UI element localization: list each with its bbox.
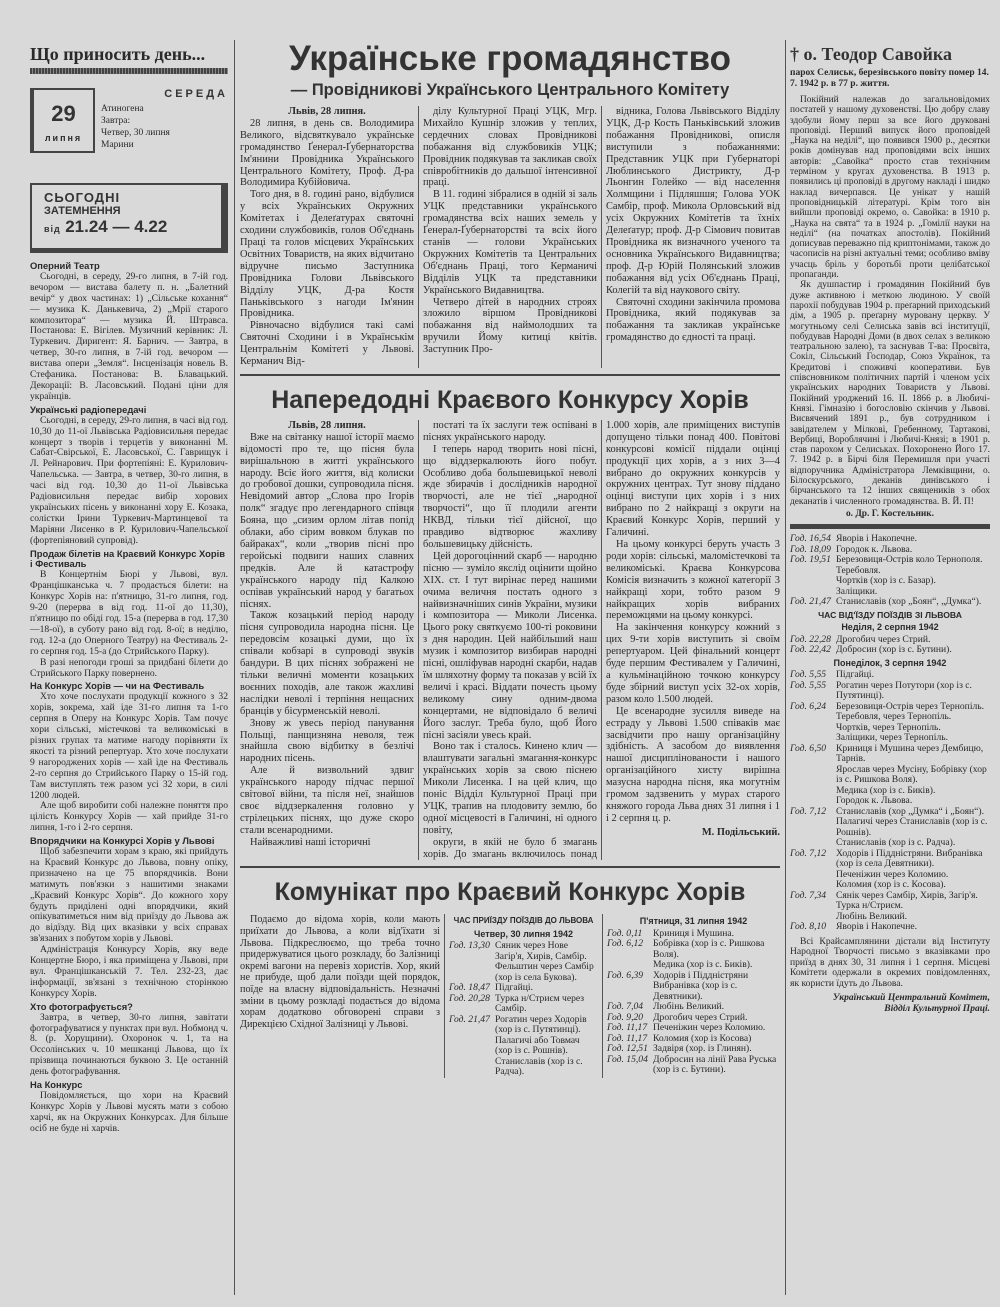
committee-signature: Український Центральний Комітет, [832,992,990,1003]
paragraph: округи, в якій не було б змагань хорів. До змагань включилось понад 1.000 хорів, але приміщених виступів допущено тільки понад 400. Повітові конкурсові комісії піддали оцінці продукції цих хорів, а з них 3—4 вибрано до окружних конкурсів у окружних центрах. Тут знову піддано оцінці виступи цих хорів і з них вибрано по 2 найкращі з округи на Краєвий Конкурс Хорів, перший у Галичині. [423,419,780,860]
paragraph: На цьому конкурсі беруть участь 3 роди хорів: сільські, маломістечкові та великоміські. Краєва Конкурсова Комісія визначить з кожної категорії 3 найкращі хори, тобто разом 9 найкращих хорів вибраних переможцями на цьому конкурсі. [606,539,780,622]
article2-body [240,420,780,861]
paragraph: Але щоб виробити собі належне поняття про цілість Конкурсу Хорів — хай прийде 31-го липня, 1-го і 2-го серпня. [30,800,228,834]
paragraph: Як душпастир і громадянин Покійний був дуже активною і меткою людиною. У своїй парохії побудував 1904 р. преґарний приходський дім, а 1905 р. преґарну муровану церкву. У могутньому селі Селиська завів всі інституції, побудував Народні Доми (в двох селах з великою театральною залею), та заснував Т-ва: Просвіта, Сокіл, Сільський Господар, Союз Українок, та Кредитові і споживчі кооперативи. Був співсновником політичних партій і членом усіх українських народних Товариств у Львові. Покійний уроджений 16. II. 1866 р. в Любичі-Князі. Гімназію і богословію скінчив у Львові. Висвячений 1891 р., був сотрудником і завідателем у Мілкові, Гребенному, Тартакові, Вербиці, Вороблячині і Любичі-Князі; в 1901 р. став парохом у Селиськах. Похоронено Його 17. 7. 1942 р. в Бірчі біля Перемишля при участі відпоручника Адміністратора Лемківщини, о. Білоскурського, деканів динівського і бірчанського та 12 інших священиків з обох деканатів і численного громадянства. В. Й. П! [790,280,990,507]
paragraph: Цей дорогоцінний скарб — народню пісню — зуміло якслід оцінити щойно XIX. ст. І тут вирінає перед нашими очима величня постать одного з найвизначніших синів України, музики і композитора — Миколи Лисенка. Цього року святкуємо 100-ті роковини з дня народин. Цей найбільший наш музик і композитор визбирав народні пісні, ошліфував народні скарби, надав їм шляхотну форму та показав у всій їх величі і красі. Віддати почесть цьому великому сину одним-двома концертами, не відповідало б величі Його заслуг. Треба було, щоб Його пісні засіяли увесь край. [423,550,597,741]
blackout-line2: ЗАТЕМНЕННЯ [44,205,121,217]
column-rule [785,40,786,1295]
destination: Любінь Великий. [836,910,908,922]
right-column [790,42,990,1015]
schedule-row [790,744,990,765]
departure-time [790,786,836,797]
destination: Чортків, через Тернопіль. [836,721,941,733]
blackout-time: 21.24 — 4.22 [65,217,168,236]
article1-subtitle: — Провідникові Українського Центрального Комітету [290,81,730,99]
paragraph: Завтра, в четвер, 30-го липня, завітати фотографуватися у пунктах при вул. Нобмонд ч. 8. (р. Хорущини). Охоронок ч. 1, та на Оссолінських ч. 10 мешканці Львова, що їх прізвища починаються буквою З. Це останній день фотографування. [30,1011,228,1078]
departure-time [790,765,836,786]
schedule-row [449,1015,598,1036]
destination: Підгайці. [495,982,534,994]
section-heading: Продаж білетів на Краєвий Конкурс Хорів і Фестиваль [30,547,225,570]
paragraph: Найважливі наші історичні [250,836,371,848]
friday-label: П'ятниця, 31 липня 1942 [639,916,748,927]
destination: Фельштин через Самбір (хор із села Букова). [495,961,594,983]
paragraph: Подаємо до відома хорів, коли мають приїхати до Львова, а коли від'їхати зі Львова. Підкреслюємо, що треба точно придержуватися цього розкладу, бо Залізниці окремі вагони на перевіз хористів. Хор, який не прибуде, щоб дали поїзди щей порядок, поїде на власну відповідальність. Незначні зміни в цьому розкладі подається до відома хорам додатково обговорені справи з Дирекцією Східної Залізниці у Львові. [240,914,440,1030]
section-heading: Впорядчики на Конкурсі Хорів у Львові [30,835,215,847]
schedule-row [790,681,990,702]
destination: Рогатин через Потутори (хор із с. Путятинці). [836,679,972,702]
departure-time [790,870,836,881]
day-number: 29 [51,101,76,126]
departure-time: Год. 7,34 [790,889,827,901]
schedule-row [449,1036,598,1057]
destination: Станиславів (хор „Боян“, „Думка“). [836,596,982,608]
departure-time: Год. 15,04 [607,1053,648,1065]
article3-title: Комунікат про Краєвий Конкурс Хорів [274,878,746,907]
weekday: СЕРЕДА [164,88,228,100]
departure-time: Год. 16,54 [790,533,831,545]
departure-time [449,1036,495,1057]
destination: Криниця і Мушина. [653,927,735,939]
destination: Городок к. Львова. [836,795,913,807]
schedule-row [449,994,598,1015]
destination: Заліщики. [836,585,878,597]
destination: Дрогобич через Стрий. [836,633,931,645]
departure-time [790,723,836,734]
departure-time: Год. 6,12 [607,938,644,950]
paragraph: Але й визвольний здвиг українського народу підчас першої світової війни, та після неї, знайшов своє віддзеркалення головно у стрілецьких піснях, що дуже скоро стали всенародними. [240,765,414,836]
destination: Станиславів (хор „Думка“ і „Боян“). [836,805,984,817]
destination: Станиславів (хор із с. Радча). [836,837,956,849]
destination: Коломия (хор із Косова) [653,1032,752,1044]
paragraph: відника, Голова Львівського Відділу УЦК, Д-р Кость Паньківський зложив побажання Провідникові, описля виступили з побажаннями: Представник УЦК при Губернаторі Люблинського Дистрикту, Д-р Льонгин Голейко — від населення Холмщини і Підляшшя; Голова УОК Самбір, проф. Микола Орловський від усіх Окружних Комітетів та їхніх Делеґатур; проф. Д-р Сімович повитав Провідника як визначного ученого та основника Українського Видавництва; проф. Д-р Юрій Полянський зложив побажання від усіх Об'єднань Праці, Колегій та від наукового світу. [606,106,780,296]
schedule-row [790,765,990,786]
paragraph: ділу Культурної Праці УЦК, Мгр. Михайло Кушнір зложив у теплих, сердечних словах Провідникові побажання від службовиків УЦК; Провідник подякував та закликав своїх співробітників до дальшої інтенсивної праці. [423,106,597,189]
article1-title: Українське громадянство [288,39,732,78]
schedule-continued [790,534,990,933]
destination: Дрогобич через Стрий. [653,1011,748,1023]
paragraph: Рівночасно відбулися такі самі Святочні Сходини і в Українськім Центральнім Комітеті у Львові. Керманич Від- [240,320,414,368]
paragraph: На закінчення конкурсу кожний з цих 9-ти хорів виступить зі своїм репертуаром. Цей фінальний концерт буде першим Фестивалем у Галичині, а кульмінаційною точкою конкурсу буде збірний виступ усіх 32-ох хорів, разом коло 1.500 людей. [606,622,780,705]
departure-time [790,576,836,587]
departure-time: Год. 21,47 [790,596,831,608]
departure-time: Год. 11,17 [607,1032,648,1044]
article3-text [240,914,444,1078]
arrival-heading: ЧАС ПРИЇЗДУ ПОЇЗДІВ ДО ЛЬВОВА [453,916,594,926]
destination: Городок к. Львова. [836,543,913,555]
destination: Добросин на лінії Рава Руська (хор із с. Бутини). [653,1053,777,1076]
paragraph: В 11. годині зібралися в одній зі заль УЦК представники українського громадянства всіх наших земель у Ґенерал-Ґубернаторстві та всіх його станів — голови Українських Окружних Комітетів та Центральних Об'єднань Праці, того Керманичі Відділів УЦК та представники Українського Видавництва. [423,189,597,296]
divider [240,374,780,376]
destination: Криниця і Мушина через Дембицю, Тарнів. [836,742,984,765]
departure-time: Год. 5,55 [790,679,827,691]
departure-time: Год. 8,10 [790,921,827,933]
departure-time: Год. 6,50 [790,742,827,754]
destination: Сяник через Нове Загір'я, Хирів, Самбір. [495,940,587,962]
destination: Рогатин через Ходорів (хор із с. Путятинці). [495,1013,587,1036]
destination: Теребовля, через Тернопіль. [836,711,952,723]
departure-time [449,962,495,983]
destination: Турка н/Стриєм. [836,900,904,912]
paragraph: Воно так і сталось. Кинено клич — влаштувати загальні змагання-конкурс українських хорів за свою піснею Миколи Лисенка. І на цей клич, що поніс Відділ Культурної Праці при УЦК, трапив на плодовиту землю, бо одної місцевості в Галичині, ні одного повіту, [423,741,597,836]
destination: Любінь Великий. [653,1001,725,1013]
departure-time: Год. 12,51 [607,1043,648,1055]
section-heading: Оперний Театр [30,260,100,271]
destination: Підгайці. [836,669,875,681]
destination: Добросин (хор із с. Бутини). [836,644,952,656]
blackout-box [30,183,228,253]
divider [790,524,990,529]
blackout-from: від [44,224,61,234]
destination: Ярослав через Мусіну, Бобрівку (хор із с. Ришкова Воля). [836,763,987,786]
schedule-row [449,962,598,983]
paragraph: постаті та їх заслуги теж оспівані в піснях українського народу. [423,419,597,443]
department-signature: Відділ Культурної Праці. [884,1003,990,1014]
sidebar-news [30,261,228,1135]
note-text: Всі Крайсамплянини дістали від Інституту Народної Творчості письмо з вказівками про приїзд в днях 30, 31 липня і 1 серпня. Місцеві Комітети одержали в окремих повідомленнях, як користи їдуть до Львова. [790,935,990,990]
arrival-schedule-thursday [444,914,602,1078]
paragraph: Вже на світанку нашої історії маємо відомості про те, що пісня була вирішальною в житті українського народу. Всіє його життя, від колиски до гробової дошки, супроводила пісня. Невідомий автор „Слова про Ігорів полк“ згадує про легендарного співця Бояна, що „сизим орлом літав попід облаки, або сірим вовком блукав по байраках“, коли „творив пісні про геройські подвиги наших славних предків. Але й катастрофу українського народу під Калкою оспівав український народ у багатьох піснях. [240,431,414,610]
departure-time [790,817,836,838]
tomorrow-label: Завтра: [101,116,131,126]
destination: Яворів і Накопечне. [836,533,918,545]
date-box [30,88,95,153]
divider [240,866,780,868]
sunday-label: Неділя, 2 серпня 1942 [841,622,939,633]
paragraph: Щоб забезпечити хорам з краю, які прийдуть на Краєвий Конкурс до Львова, повну опіку, призначено на це 75 впорядчиків. Вони матимуть пов'язки з нашитими знаками „Краєвий Конкурс Хорів“. До кожного хору будуть приділені одні впорядчики, який опікуватиметься ним від приїзду до Львова аж до відїзду. Від цих вказівки у всіх справах зв'язаних з побутом хорів у Львові. [30,846,228,945]
obituary-title: † о. Теодор Савойка [790,44,952,64]
departure-time: Год. 6,39 [607,969,644,981]
destination: Чортків (хор із с. Базар). [836,575,936,587]
paragraph: Хто хоче послухати продукції кожного з 32 хорів, зокрема, хай іде 31-го липня та 1-го серпня в Оперу на Конкурс Хорів. Там почує хори сільські, містечкові та великоміські в різних групах та матиме нагоду порівняти їх якості та різний репертуар. Хто хоче послухати 9 нагороджених хорів — хай іде на Фестиваль 2-го серпня до Стрийського Парку о 15-ій год. Там виступлять теж разом усі 32 хори, в силі 1200 людей. [30,691,228,801]
destination: Медика (хор із с. Биків). [836,784,936,796]
main-column [240,38,780,1078]
section-heading: На Конкурс [30,1079,83,1091]
departure-time: Год. 6,24 [790,700,827,712]
paragraph: Сьогодні, в середу, 29-го липня, в 7-ій год. вечором — вистава балету п. н. „Балетний вечір“ у двох частинах: 1) „Сільське кохання“ — музика К. Данькевича, 2) „Мрії старого композитора“ — музика Й. Штравса. Постанова: Е. Вігілев. Музичний керівник: Л. Туркевич. Диригент: Я. Барнич. — Завтра, в четвер, 30-го липня, в 7-ій год. вечором — вистава опери „Земля“. Інсценізація новель В. Стефаника. Постанова: В. Блавацький. Декорації: В. Ласовський. Подані ціни для українців. [30,270,228,402]
departure-time [790,901,836,912]
paragraph: В Концертнім Бюрі у Львові, вул. Францішканська ч. 7 продається білети: на Конкурс Хорів на: п'ятницю, 31-го липня, год. 9-20 (перерва в від год. 11-ої до 11,30), п'ятницю по обіді год. 15-а (перерва в год. 17,30—18-ої), в суботу рано від год. 8-ої; в неділю, год. 12-а (до Оперного Театру) на Фестиваль 2-го серпня год. 15-а (до Стрийського Парку). [30,569,228,657]
destination: Медика (хор із с. Биків). [653,959,753,971]
section-heading: Хто фотографується? [30,1000,133,1012]
departure-time: Год. 20,28 [449,992,490,1004]
departure-time [449,1057,495,1078]
departure-time: Год. 13,30 [449,940,490,952]
departure-time: Год. 18,47 [449,982,490,994]
schedule-row [790,645,990,656]
departure-time: Год. 22,28 [790,633,831,645]
destination: Березовиця-Острів через Тернопіль. [836,700,985,712]
destination: Ходорів і Піддністряни Вибранівка (хор із с. Девятники). [653,969,749,1002]
departure-time [790,712,836,723]
schedule-row [449,941,598,962]
destination: Палагичі через Станиславів (хор із с. Рошнів). [836,816,988,838]
departure-time: Год. 0,11 [607,927,643,939]
destination: Ходорів і Піддністряни. Вибранівка (хор із села Девятники). [836,847,983,870]
schedule-row [607,1055,780,1076]
schedule-row [449,1057,598,1078]
sidebar-title: Що приносить день... [30,44,206,64]
paragraph: Це всенародне зусилля виведе на естраду у Львові 1.500 співаків має засвідчити про нашу організаційну здібність. А засобом до виявлення нашої дисциплінованости і нашого організаційного хисту вирішна мазусна народна пісня, яка могутнім громом задзвенить у мурах старого княжого города Льва днях 31 липня і 1 і 2 серпня ц. р. [606,705,780,824]
schedule-row [790,817,990,838]
tomorrow-saint: Марини [101,140,134,150]
thursday-label: Четвер, 30 липня 1942 [474,928,573,939]
destination: Заліщики, через Тернопіль. [836,732,949,744]
schedule-row [790,849,990,870]
article1-body [240,106,780,368]
departure-time: Год. 21,47 [449,1013,490,1025]
departure-time: Год. 7,12 [790,847,827,859]
month: липня [44,133,83,143]
departure-time: Год. 9,20 [607,1011,644,1023]
departure-time: Год. 5,55 [790,669,827,681]
paragraph: Також козацький період народу пісня супроводила народна пісня. Це передовсім козацькі думи, що їх співали кобзарі в супроводі звуків бандури. В цих піснях зображені не тільки величні моменти козацьких воєнних походів, але також жахливі наслідки неволі і терпіння нещасних бранців у бісурменській неволі. [240,610,414,717]
obituary-signature: о. Др. Г. Костельник. [845,508,935,519]
saint: Атиногена [101,104,144,114]
blackout-line1: СЬОГОДНІ [44,190,121,205]
signature: М. Подільський. [701,826,780,838]
destination: Задвіря (хор. із Глинян). [653,1043,752,1055]
paragraph: Повідомляється, що хори на Краєвий Конкурс Хорів у Львові мусять мати з собою харчі, як на Окружних Конкурсах. Для більше осіб не буде ні харчів. [30,1089,228,1134]
schedule-row [607,939,780,960]
schedule-row [790,922,990,933]
destination: Станиславів (хор із с. Радча). [495,1055,583,1078]
obituary-text [790,95,990,519]
paragraph: І теперь народ творить нові пісні, що віддзеркалюють його побут. Особливо доба большевицької неволі жде збирачів і дослідників народної творчості, але не тієї „народної творчості“, що її плодили агенти НКВД, тільки тієї дійсної, що правдиво відтворює жахливу большевицьку дійсність. [423,443,597,550]
destination: Коломия (хор із с. Косова). [836,879,946,891]
destination: Палагичі або Товмач (хор із с. Рошнів). [495,1034,580,1057]
schedule-row [607,971,780,1003]
departure-time: Год. 18,09 [790,543,831,555]
section-heading: На Конкурс Хорів — чи на Фестиваль [30,680,205,692]
destination: Турка н/Стриєм через Самбір. [495,992,585,1015]
departure-time: Год. 7,12 [790,805,827,817]
departure-heading: ЧАС ВІД'ЇЗДУ ПОЇЗДІВ ЗІ ЛЬВОВА [818,609,962,620]
obituary-subtitle: парох Селиськ, березівського повіту помер 14. 7. 1942 р. в 77 р. життя. [790,68,989,89]
arrival-schedule-friday [602,914,780,1078]
departure-time: Год. 11,17 [607,1022,648,1034]
departure-time: Год. 22,42 [790,644,831,656]
paragraph: В разі непогоди гроші за придбані білети до Стрийського Парку повернено. [30,656,228,679]
dateline: Львів, 28 липня. [288,419,366,431]
destination: Теребовля. [836,564,881,576]
destination: Печеніжин через Коломию. [653,1022,766,1034]
tomorrow-date: Четвер, 30 липня [101,128,170,138]
destination: Печеніжин через Коломию. [836,868,949,880]
dateline: Львів, 28 липня. [288,106,366,117]
divider [30,68,228,74]
sidebar [30,44,228,1135]
departure-time: Год. 7,04 [607,1001,644,1013]
paragraph: Четверо дітей в народних строях зложило віршом Провідникові побажання від наймолодших та вручили Йому китиці квітів. Заступник Про- [423,296,597,356]
schedule-note [790,937,990,990]
paragraph: Адміністрація Конкурсу Хорів, яку веде Концертне Бюро, і яка приміщена у Львові, при вул. Францішканській 7. Тел. 232-23, дає інформації, зв'язані з технічною сторінкою Конкурсу Хорів. [30,944,228,999]
destination: Яворів і Накопечне. [836,921,918,933]
article2-title: Напередодні Краєвого Конкурсу Хорів [271,385,749,414]
paragraph: Покійний належав до загальновідомих постатей у нашому духовенстві. Цю добру славу здобули йому перш за все його друковані проповіді. Перший випуск його проповідей „Наука на неділі“, що появився 1900 р., десятки років домінував над проповідями всіх інших авторів: „Савойка“ просто став технічним терміном у кругах духовенства. В 1913 р. появились ці проповіді в другому накладі і шидко наклад вичерпався. Це унікат у нашій проповідницькій літературі. Крім того він вийшли проповіді окремо, о. Савойка: в 1910 р. „Наука на свята“ та в 1924 р. „Гомілії науки на неділі“ (на початках апостолів). Покійний дописував переважно під криптонімами, також до часописів на різні актуальні теми; особливо вміву учасць бріль у боротьбі проти целібатської пропаганди. [790,95,990,281]
destination: Сянік через Самбір, Хирів, Загір'я. [836,889,978,901]
departure-time [790,566,836,577]
departure-time: Год. 19,51 [790,554,831,566]
paragraph: Знову ж увесь період панування Польщі, панщизняна неволя, теж знайшла свою відбитку в безлічі народних пісень. [240,717,414,765]
destination: Бобрівка (хор із с. Ришкова Воля). [653,938,765,960]
column-rule [234,40,235,1295]
monday-label: Понеділок, 3 серпня 1942 [833,657,947,668]
schedule-row [790,597,990,608]
schedule-row [790,555,990,566]
section-heading: Українські радіопередачі [30,403,147,415]
schedule-row [790,576,990,587]
paragraph: Сьогодні, в середу, 29-го липня, в часі від год. 10,30 до 11-ої Львівська Радіовисильня передає концерт з творів і терцетів у виконанні М. Сабат-Свірської, Е. Ласовської, С. Гаврищук і Л. Рейнарович. При фортепіяні: Е. Курилович-Чапельська. — Завтра, в четвер, 30-го липня, в часі від год. 10,30 до 11-ої Львівська Радіовисильня передає вибір хорових українських пісень у виконанні хору Е. Козака, солістки Ірини Туркевич-Мартинцевої та Маріяни Лисенко в Р. Курилович-Чапельської (фортепіяновий супровід). [30,414,228,546]
paragraph: 28 липня, в день св. Володимира Великого, відсвяткувало українське громадянство Ґенерал-Ґубернаторства Ім'янини Провідника Українського Центрального Комітету, Проф. Д-ра Володимира Кубійовича. [240,117,414,189]
paragraph: Того дня, в 8. годині рано, відбулися у всіх Українських Окружних Комітетах і Делеґатурах святочні сходини службовиків, голов Об'єднань Праці та голов місцевих Українських Освітних Товариств, на яких відчитано відручне письмо Заступника Провідника Голови Львівського Відділу УЦК, Д-ра Костя Паньківського з нагоди Ім'янин Провідника. [240,189,414,320]
destination: Березовиця-Острів коло Тернополя. [836,554,983,566]
paragraph: Святочні сходини закінчила промова Провідника, який подякував за побажання та закликав українське громадянство до єдності та праці. [606,296,780,344]
